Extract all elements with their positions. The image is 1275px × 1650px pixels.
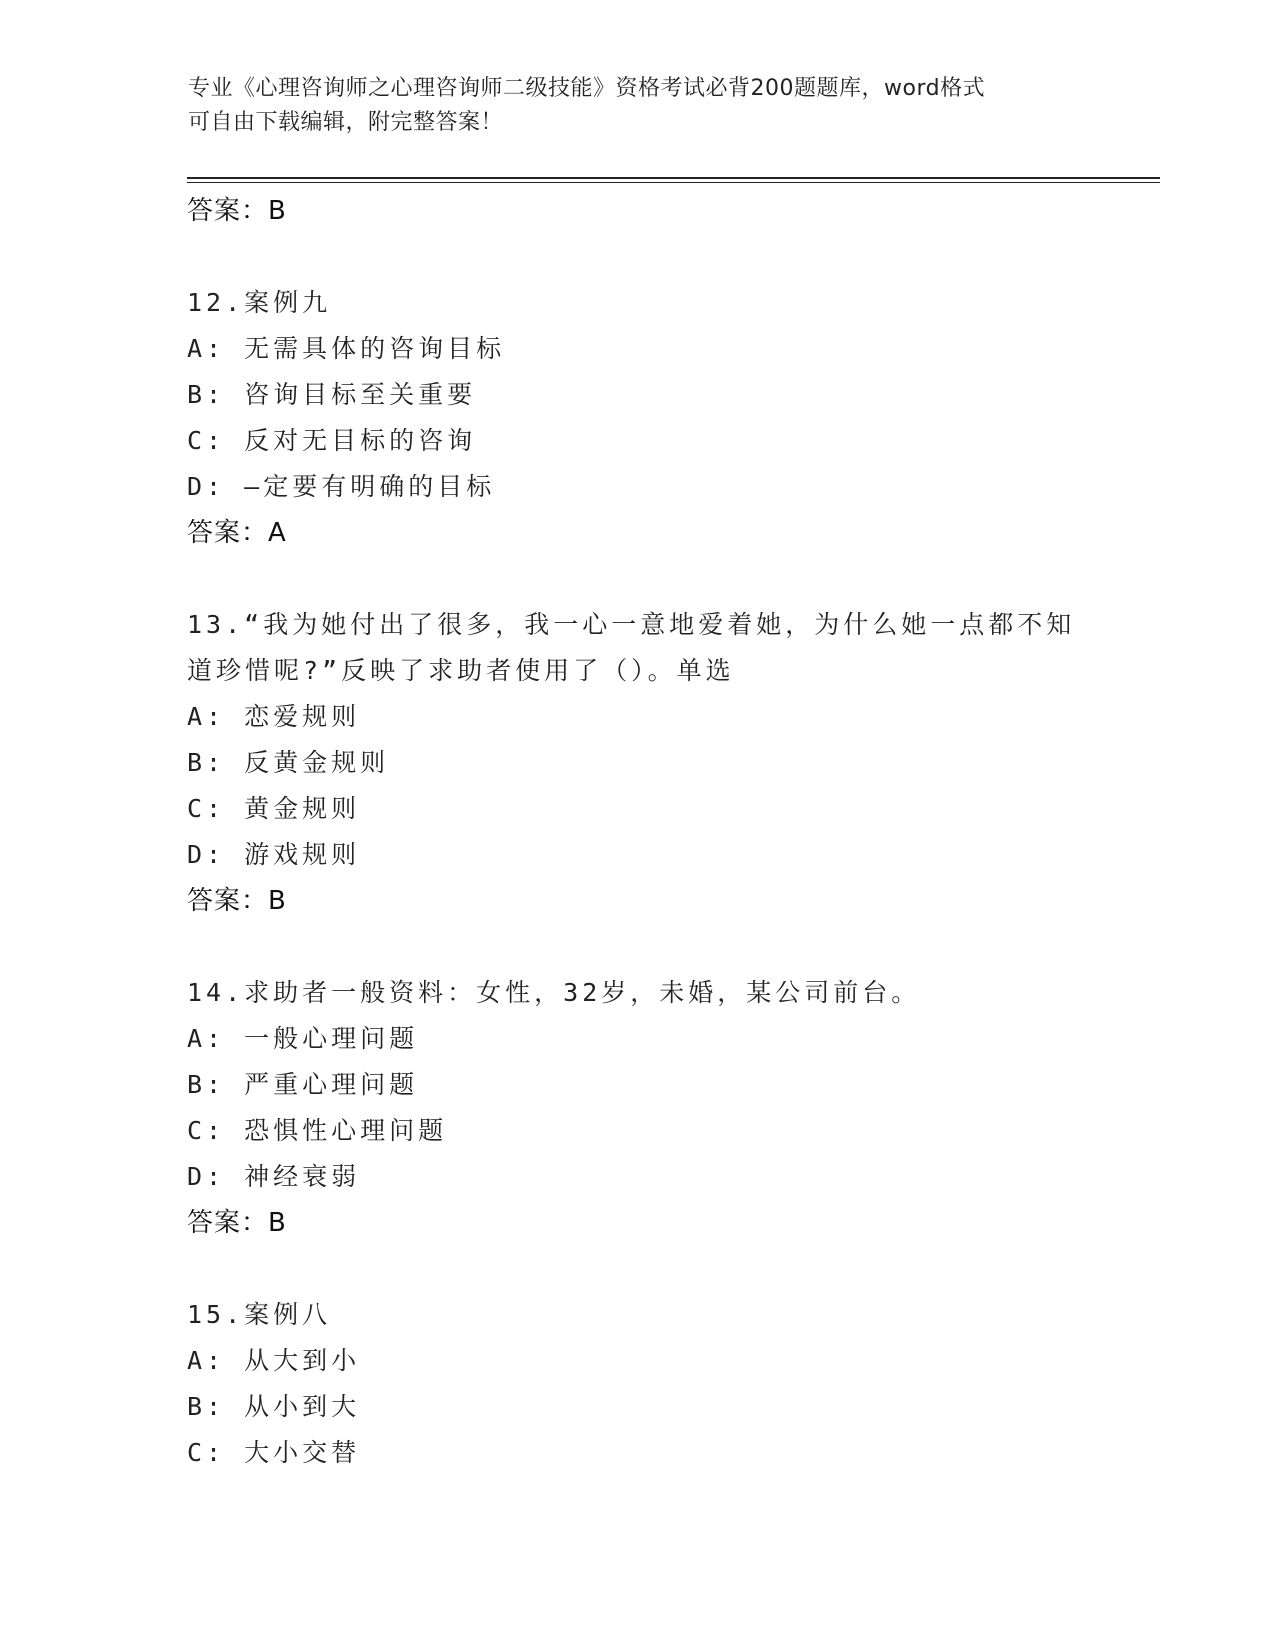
answer-line: 答案：B bbox=[187, 1208, 287, 1238]
question-stem: 12.案例九 bbox=[187, 288, 332, 317]
answer-line: 答案：B bbox=[187, 196, 287, 226]
header-divider-thick bbox=[187, 177, 1160, 179]
spacer bbox=[187, 1246, 1087, 1292]
question-block bbox=[187, 280, 1087, 556]
question-stem: 14.求助者一般资料：女性，32岁，未婚，某公司前台。 bbox=[187, 978, 921, 1007]
answer-line: 答案：A bbox=[187, 518, 287, 548]
option-d: D: 游戏规则 bbox=[187, 840, 361, 869]
option-a: A: 一般心理问题 bbox=[187, 1024, 419, 1053]
option-c: C: 反对无目标的咨询 bbox=[187, 426, 477, 455]
option-d: D: 神经衰弱 bbox=[187, 1162, 361, 1191]
question-stem: 13.“我为她付出了很多，我一心一意地爱着她，为什么她一点都不知 bbox=[187, 610, 1076, 639]
question-list bbox=[187, 188, 1087, 1476]
spacer bbox=[187, 924, 1087, 970]
option-b: B: 咨询目标至关重要 bbox=[187, 380, 477, 409]
option-b: B: 从小到大 bbox=[187, 1392, 361, 1421]
spacer bbox=[187, 556, 1087, 602]
option-b: B: 反黄金规则 bbox=[187, 748, 390, 777]
option-a: A: 从大到小 bbox=[187, 1346, 361, 1375]
option-c: C: 恐惧性心理问题 bbox=[187, 1116, 448, 1145]
option-a: A: 无需具体的咨询目标 bbox=[187, 334, 506, 363]
document-header bbox=[188, 72, 1088, 140]
question-block bbox=[187, 970, 1087, 1246]
answer-line: 答案：B bbox=[187, 886, 287, 916]
option-c: C: 黄金规则 bbox=[187, 794, 361, 823]
header-divider-thin bbox=[187, 182, 1160, 183]
question-stem: 15.案例八 bbox=[187, 1300, 332, 1329]
header-line-1: 专业《心理咨询师之心理咨询师二级技能》资格考试必背200题题库，word格式 bbox=[188, 76, 986, 101]
question-block bbox=[187, 1292, 1087, 1476]
option-a: A: 恋爱规则 bbox=[187, 702, 361, 731]
option-c: C: 大小交替 bbox=[187, 1438, 361, 1467]
header-line-2: 可自由下载编辑，附完整答案！ bbox=[188, 110, 504, 135]
option-d: D: —定要有明确的目标 bbox=[187, 472, 496, 501]
question-stem-continued: 道珍惜呢?”反映了求助者使用了（）。单选 bbox=[187, 656, 735, 685]
option-b: B: 严重心理问题 bbox=[187, 1070, 419, 1099]
spacer bbox=[187, 234, 1087, 280]
question-block bbox=[187, 602, 1087, 924]
